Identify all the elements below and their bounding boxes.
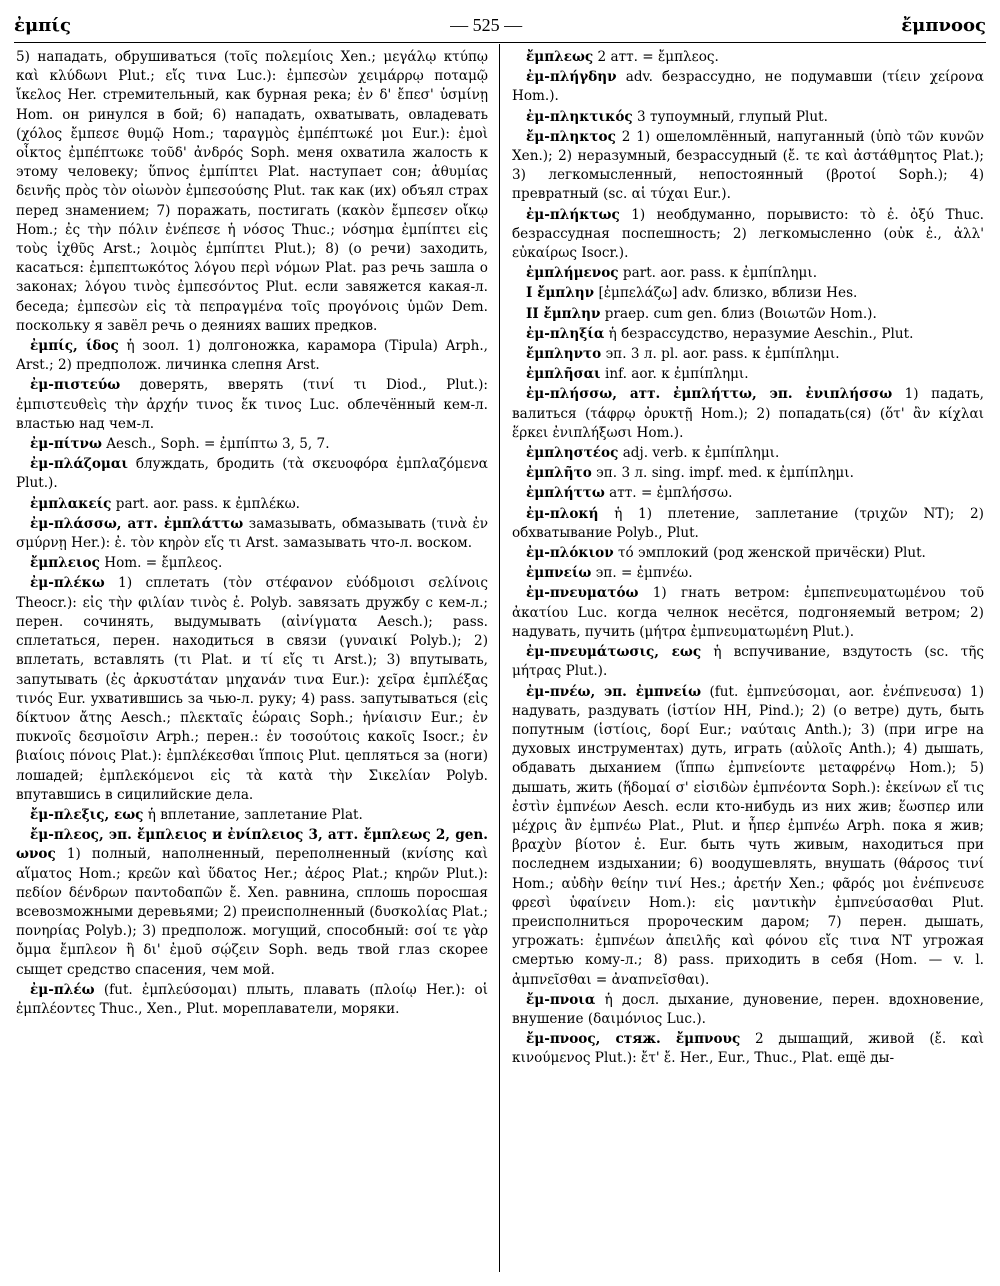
entry-headword: ἐμπληστέος — [526, 445, 619, 462]
entry-body: (fut. ἐμπνεύσομαι, aor. ἐνέπνευσα) 1) надувать, раздувать (ἱστίον HH, Pind.); 2) (о ветре) дуть, быть попутным (ἱστίοις, δορί Eur.; ναύταις Anth.); 3) (при игре на духовых инструментах) дуть, играть (αὐλοῖς Anth.); 4) дышать, обдавать дыханием (ἵππω ἐμπνείοντε μεταφρένῳ Hom.); 5) дышать, жить (ἥδομαί σ' εἰσιδὼν ἐμπνέοντα Soph.): ἐκείνων εἴ τις ἐστὶν ἐμπνέων Aesch. если кто-нибудь из них жив; ἕωσπερ или μέχρις ἂν ἐμπνέω Plat., Plut. и ἧπερ ἐμπνέω Arph. пока я жив; βραχὺν βίοτον ἐ. Eur. быть чуть живым, находиться при последнем издыхании; 6) воодушевлять, внушать (θάρσος τινί Hom.; αὐδὴν θείην τινί Hes.; ἀρετήν Xen.; φᾶρός μοι ἐνέπνευσε φρεσὶ ὑφαίνειν Hom.): εἰς μαντικὴν ἐμπνεύσασθαι Plut. преисполниться пророческим даром; 7) перен. дышать, угрожать: ἐμπνέων ἀπειλῆς καὶ φόνου εἴς τινα NT угрожая смертью кому-л.; 8) pass. приходить в себя (Hom. — v. l. ἀμπνεῖσθαι = ἀναπνεῖσθαι). — [512, 683, 984, 988]
entry-headword: ἐμπλήμενος — [526, 265, 619, 282]
entry-body: 2 атт. = ἔμπλεος. — [597, 49, 719, 65]
entry-headword: ἔμπλειος — [30, 555, 100, 572]
entry-body: ἡ досл. дыхание, дуновение, перен. вдохновение, внушение (δαιμόνιος Luc.). — [512, 991, 984, 1027]
dictionary-entry — [512, 683, 984, 990]
dictionary-entry — [512, 264, 984, 283]
dictionary-entry — [16, 455, 488, 493]
entry-headword: ἐμ-πνευματόω — [526, 585, 639, 602]
entry-headword: ἔμπληντο — [526, 346, 602, 363]
dictionary-entry — [512, 544, 984, 563]
dictionary-entry — [512, 206, 984, 264]
entry-body: 2 1) ошеломлённый, напуганный (ὑπὸ τῶν κυνῶν Xen.); 2) неразумный, безрассудный (ἔ. τε καὶ ἀστάθμητος Plat.); 3) легкомысленный, непостоянный (βροτοί Soph.); 4) превратный (sc. αἱ τύχαι Eur.). — [512, 128, 984, 203]
entry-headword: ἔμπλεως — [526, 49, 594, 65]
running-head-left: ἐμπίς — [14, 14, 71, 36]
entry-body: part. aor. pass. к ἐμπλέκω. — [115, 495, 300, 512]
dictionary-entry — [512, 365, 984, 384]
page-number: — 525 — — [450, 14, 523, 35]
entry-headword: ἐμπλῆσαι — [526, 366, 601, 383]
entry-headword: ἔμ-πλεος, эп. ἔμπλειος и ἐνίπλειος 3, атт. ἔμπλεως 2, gen. ωνος — [16, 827, 488, 863]
column-divider — [499, 44, 500, 1272]
dictionary-entry — [512, 444, 984, 463]
dictionary-entry — [16, 48, 488, 336]
dictionary-entry — [16, 806, 488, 825]
running-head-right: ἔμπνοος — [901, 14, 986, 36]
entry-headword: ἐμ-πλέκω — [30, 575, 105, 592]
entry-headword: ἐμ-πλέω — [30, 981, 95, 998]
dictionary-entry — [512, 284, 984, 303]
left-column — [16, 48, 488, 1278]
dictionary-entry — [512, 48, 984, 67]
dictionary-entry — [16, 826, 488, 980]
entry-headword: ἐμ-πλήσσω, атт. ἐμπλήττω, эп. ἐνιπλήσσω — [526, 386, 893, 403]
dictionary-entry — [512, 991, 984, 1029]
dictionary-entry — [16, 981, 488, 1019]
entry-body: praep. cum gen. близ (Βοιωτῶν Hom.). — [604, 305, 877, 322]
entry-headword: ἔμ-πληκτος — [526, 128, 616, 145]
entry-body: inf. aor. к ἐμπίπλημι. — [604, 366, 749, 383]
entry-body: эп. 3 л. pl. aor. pass. к ἐμπίπλημι. — [605, 346, 840, 363]
entry-headword: ἐμ-πληκτικός — [526, 108, 633, 125]
dictionary-entry — [16, 554, 488, 573]
entry-body: ἡ зоол. 1) долгоножка, карамора (Tipula) Arph., Arst.; 2) предполож. личинка слепня Arst. — [16, 338, 488, 374]
entry-body: (fut. ἐμπλεύσομαι) плыть, плавать (πλοίῳ Her.): οἱ ἐμπλέοντες Thuc., Xen., Plut. мореплаватели, моряки. — [16, 981, 488, 1017]
entry-headword: ἐμ-πιστεύω — [30, 377, 121, 394]
entry-headword: II ἔμπλην — [526, 305, 601, 322]
entry-body: 1) гнать ветром: ἐμπεπνευματωμένου τοῦ ἀκατίου Luc. когда челнок несётся, подгоняемый ветром; 2) надувать, пучить (μήτρα ἐμπνευματωμένη Plut.). — [512, 585, 984, 640]
entry-body: ἡ вплетание, заплетание Plat. — [147, 806, 363, 823]
entry-headword: ἐμ-πλάσσω, атт. ἐμπλάττω — [30, 515, 244, 532]
dictionary-entry — [16, 515, 488, 553]
entry-body: 1) необдуманно, порывисто: τὸ ἐ. ὀξύ Thuc. безрассудная поспешность; 2) легкомысленно (οὐκ ἐ., ἀλλ' εὐκαίρως Isocr.). — [512, 206, 984, 262]
entry-headword: ἔμ-πλεξις, εως — [30, 806, 144, 823]
entry-body: 5) нападать, обрушиваться (τοῖς πολεμίοις Xen.; μεγάλῳ κτύπῳ καὶ κλύδωνι Plut.; εἴς τινα Luc.): ἐμπεσὼν χειμάρρῳ ποταμῷ ἴκελος Her. стремительный, как бурная река; ἐν δ' ἔπεσ' ὑσμίνῃ Hom. он ринулся в бой; 6) нападать, охватывать, овладевать (χόλος ἔμπεσε θυμῷ Hom.; ταραγμὸς ἐμπέπτωκέ μοι Eur.): ἐμοὶ οἶκτος ἐμπέπτωκε τοῦδ' ἀνδρός Soph. меня охватила жалость к этому человеку; ὕπνος ἐμπίπτει Plat. наступает сон; ἀθυμίας δεινῆς πρὸς τὸν οἰωνὸν ἐμπεσούσης Plut. так как (их) объял страх перед знамением; 7) поражать, постигать (κακὸν ἔμπεσεν οἴκῳ Hom.; ἐς τὴν πόλιν ἐνέπεσε ἡ νόσος Thuc.; νόσημα ἐμπίπτει εἰς τοὺς ἰχθῦς Arst.; λοιμὸς ἐμπίπτει Plut.); 8) (о речи) заходить, касаться: ἐμπεπτωκότος λόγου περὶ νόμων Plat. раз речь зашла о законах; λόγου τινὸς ἐμπεσόντος Plut. если завяжется какая-л. беседа; ἐμπεσὼν εἰς τὰ πεπραγμένα τοῖς προγόνοις ὑμῶν Dem. поскольку я завёл речь о деяниях ваших предков. — [16, 49, 488, 334]
dictionary-entry — [512, 385, 984, 443]
dictionary-entry — [512, 68, 984, 106]
entry-body: adv. безрассудно, не подумавши (τίειν χείρονα Hom.). — [512, 69, 984, 105]
entry-body: ἡ 1) плетение, заплетание (τριχῶν NT); 2) обхватывание Polyb., Plut. — [512, 505, 984, 541]
entry-headword: ἐμπίς, ίδος — [30, 338, 119, 355]
entry-body: замазывать, обмазывать (τινὰ ἐν σμύρνῃ Her.): ἐ. τὸν κηρὸν εἴς τι Arst. замазывать что-л. воском. — [16, 515, 488, 552]
entry-body: 2 дышащий, живой (ἔ. καὶ κινούμενος Plut.): ἔτ' ἔ. Her., Eur., Thuc., Plat. ещё ды- — [512, 1031, 984, 1067]
entry-headword: ἐμπνείω — [526, 565, 592, 582]
page-header — [14, 10, 986, 40]
entry-body: 1) полный, наполненный, переполненный (κνίσης καὶ αἵματος Hom.; κρεῶν καὶ ὕδατος Her.; ἀέρος Plat.; κηρῶν Plut.): πεδίον δένδρων παντοδαπῶν ἔ. Xen. равнина, сплошь поросшая всевозможными деревьями; 2) преисполненный (δυσκολίας Plat.; πονηρίας Polyb.); 3) предполож. могущий, способный: σοί τε γὰρ ὄμμα ἔμπλεον ἢ δι' ἐμοῦ σῴζειν Soph. ведь твой глаз скорее сыщет средство спасения, чем мой. — [16, 846, 488, 978]
entry-body: 3 тупоумный, глупый Plut. — [637, 108, 828, 125]
entry-headword: ἐμ-πληξία — [526, 325, 605, 342]
dictionary-entry — [512, 643, 984, 681]
entry-headword: ἐμ-πλοκή — [526, 505, 599, 522]
entry-headword: ἐμ-πνέω, эп. ἐμπνείω — [526, 683, 702, 700]
entry-body: эп. 3 л. sing. impf. med. к ἐμπίπλημι. — [596, 465, 854, 482]
entry-headword: ἐμ-πίτνω — [30, 436, 102, 453]
dictionary-entry — [512, 464, 984, 483]
dictionary-entry — [512, 305, 984, 324]
entry-headword: ἔμ-πνοος, стяж. ἔμπνους — [526, 1031, 741, 1048]
entry-headword: ἐμ-πνευμάτωσις, εως — [526, 644, 702, 661]
entry-body: доверять, вверять (τινί τι Diod., Plut.): ἐμπιστευθεὶς τὴν ἀρχήν τινος ἔκ τινος Luc. облечённый кем-л. властью над чем-л. — [16, 377, 488, 432]
dictionary-entry — [16, 376, 488, 434]
entry-body: эп. = ἐμπνέω. — [595, 565, 693, 582]
entry-body: Aesch., Soph. = ἐμπίπτω 3, 5, 7. — [106, 436, 330, 453]
entry-headword: ἐμ-πλάζομαι — [30, 456, 128, 473]
entry-body: блуждать, бродить (τὰ σκευοφόρα ἐμπλαζόμενα Plut.). — [16, 456, 488, 492]
header-rule — [14, 42, 986, 43]
dictionary-entry — [16, 337, 488, 375]
dictionary-entry — [512, 345, 984, 364]
entry-headword: ἐμ-πλήγδην — [526, 69, 617, 86]
entry-headword: I ἔμπλην — [526, 285, 595, 302]
dictionary-entry — [16, 495, 488, 514]
entry-headword: ἐμπλακείς — [30, 495, 112, 512]
entry-headword: ἔμ-πνοια — [526, 991, 596, 1008]
entry-headword: ἐμ-πλόκιον — [526, 545, 614, 562]
dictionary-entry — [512, 505, 984, 543]
entry-body: 1) сплетать (τὸν στέφανον εὐόδμοισι σελίνοις Theocr.): εἰς τὴν φιλίαν τινὸς ἐ. Polyb. завязать дружбу с кем-л.; перен. сочинять, выдумывать (αἰνίγματα Aesch.); pass. сплетаться, перен. находиться в связи (γυναικί Polyb.); 2) вплетать, вставлять (τι Plat. и τί εἴς τι Arst.); 3) впутывать, запутывать (ἐς ἀρκυστάταν μηχανάν τινα Eur.): χεῖρα ἐμπλέξας τινός Eur. ухватившись за чью-л. руку; 4) pass. запутываться (εἰς δίκτυον ἄτης Aesch.; πλεκταῖς ἑώραις Soph.; ἡνίαισιν Eur.; ἐν πυκνοῖς δεσμοῖσιν Arph.; перен.: ἐν τοσούτοις κακοῖς Isocr.; ἐν βιαίοις πόνοις Plat.): ἐμπλέκεσθαι ἵπποις Plut. цепляться за (ноги) лошадей; ἐμπλεκόμενοι εἰς τὰ κατὰ τὴν Σικελίαν Polyb. впутавшись в сицилийские дела. — [16, 575, 488, 803]
right-column — [512, 48, 984, 1278]
entry-body: τό эмплокий (род женской причёски) Plut. — [618, 545, 926, 562]
dictionary-entry — [16, 435, 488, 454]
entry-body: [ἐμπελάζω] adv. близко, вблизи Hes. — [598, 285, 858, 302]
dictionary-entry — [512, 584, 984, 642]
entry-body: ἡ вспучивание, вздутость (sc. τῆς μήτρας Plut.). — [512, 644, 984, 680]
entry-headword: ἐμπλῆτο — [526, 465, 592, 482]
entry-headword: ἐμπλήττω — [526, 485, 605, 502]
entry-headword: ἐμ-πλήκτως — [526, 206, 620, 223]
entry-body: part. aor. pass. к ἐμπίπλημι. — [622, 265, 818, 282]
entry-body: adj. verb. к ἐμπίπλημι. — [622, 445, 780, 462]
entry-body: ἡ безрассудство, неразумие Aeschin., Plut. — [608, 325, 914, 342]
dictionary-entry — [512, 484, 984, 503]
entry-body: 1) падать, валиться (τάφρῳ ὀρυκτῇ Hom.); 2) попадать(ся) (ὅτ' ἂν κίχλαι ἕρκει ἐνιπλήξωσι Hom.). — [512, 386, 984, 441]
dictionary-entry — [512, 108, 984, 127]
dictionary-entry — [512, 128, 984, 205]
dictionary-entry — [512, 564, 984, 583]
dictionary-entry — [16, 574, 488, 804]
dictionary-entry — [512, 325, 984, 344]
entry-body: Hom. = ἔμπλεος. — [104, 555, 223, 572]
dictionary-entry — [512, 1030, 984, 1068]
entry-body: атт. = ἐμπλήσσω. — [609, 485, 733, 502]
